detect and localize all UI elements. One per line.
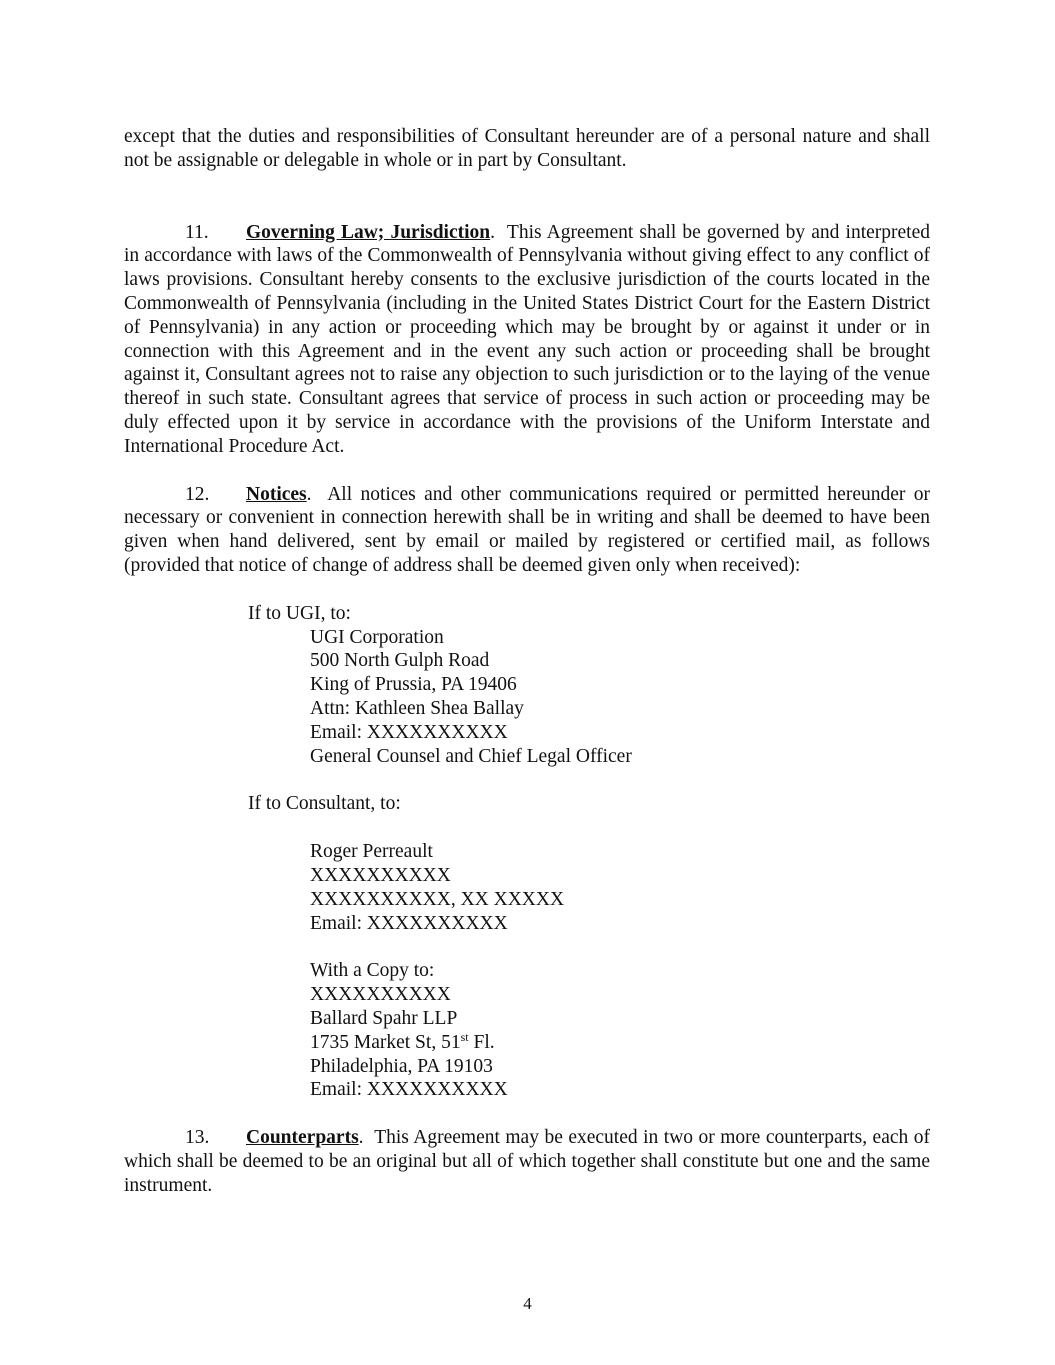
ugi-address-line: 500 North Gulph Road — [310, 650, 490, 672]
copy-street-ordinal: st — [460, 1029, 469, 1044]
ugi-address-label: If to UGI, to: — [248, 602, 351, 624]
ugi-address-block — [248, 602, 930, 1102]
section-13-heading: Counterparts — [246, 1127, 359, 1149]
section-13-number: 13. — [185, 1127, 210, 1149]
section-12-body: All notices and other communications required or permitted hereunder or necessary or convenient in connection herewith shall be in writing and shall be deemed to have been given when hand delivered, sent by email or mailed by registered or certified mail, as follows (provided that notice of change of address shall be deemed given only when received): — [124, 483, 930, 576]
copy-address-line: Email: XXXXXXXXXX — [310, 1079, 508, 1101]
consultant-address-line: XXXXXXXXXX, XX XXXXX — [310, 888, 565, 910]
section-11-body: This Agreement shall be governed by and interpreted in accordance with laws of the Commonwealth of Pennsylvania without giving effect to any conflict of laws provisions. Consultant hereby consents to the exclusive jurisdiction of the courts located in the Commonwealth of Pennsylvania (including in the United States District Court for the Eastern District of Pennsylvania) in any action or proceeding which may be brought by or against it under or in connection with this Agreement and in the event any such action or proceeding shall be brought against it, Consultant agrees not to raise any objection to such jurisdiction or to the laying of the venue thereof in such state. Consultant agrees that service of process in such action or proceeding may be duly effected upon it by service in accordance with the provisions of the Uniform Interstate and International Procedure Act. — [124, 221, 930, 457]
section-11-heading: Governing Law; Jurisdiction — [246, 221, 491, 243]
consultant-address-line: XXXXXXXXXX — [310, 864, 451, 886]
carryover-paragraph: except that the duties and responsibilities of Consultant hereunder are of a personal nature and shall not be assignable or delegable in whole or in part by Consultant. — [124, 126, 930, 171]
spacer — [248, 768, 930, 792]
ugi-address-line: General Counsel and Chief Legal Officer — [310, 745, 632, 767]
ugi-address-line: Attn: Kathleen Shea Ballay — [310, 697, 524, 719]
spacer — [248, 816, 930, 840]
document-page — [124, 125, 930, 1197]
consultant-address-label: If to Consultant, to: — [248, 793, 401, 815]
spacer — [310, 935, 930, 959]
spacer — [124, 173, 930, 221]
ugi-address-lines — [310, 626, 930, 769]
section-12-number: 12. — [185, 483, 210, 505]
section-13-paragraph: 13. Counterparts. This Agreement may be executed in two or more counterparts, each of which shall be deemed to be an original but all of which together shall constitute but one and the same instrument. — [124, 1127, 931, 1196]
copy-address-label: With a Copy to: — [310, 960, 435, 982]
copy-address-line: Ballard Spahr LLP — [310, 1007, 458, 1029]
ugi-address-line: UGI Corporation — [310, 626, 444, 648]
page-number: 4 — [523, 1294, 532, 1313]
consultant-address-line: Roger Perreault — [310, 841, 433, 863]
copy-street-suffix: Fl. — [468, 1031, 495, 1053]
section-13-body: This Agreement may be executed in two or more counterparts, each of which shall be deemed to be an original but all of which together shall constitute but one and the same instrument. — [124, 1127, 931, 1196]
spacer — [124, 578, 930, 602]
copy-street-prefix: 1735 Market St, 51 — [310, 1031, 461, 1053]
copy-address-line — [310, 1031, 930, 1055]
section-12-paragraph: 12. Notices. All notices and other communications required or permitted hereunder or necessary or convenient in connection herewith shall be in writing and shall be deemed to have been given when hand delivered, sent by email or mailed by registered or certified mail, as follows (provided that notice of change of address shall be deemed given only when received): — [124, 483, 930, 576]
section-12-heading: Notices — [246, 483, 307, 505]
copy-address-line: XXXXXXXXXX — [310, 984, 451, 1006]
ugi-address-line: Email: XXXXXXXXXX — [310, 721, 508, 743]
ugi-address-line: King of Prussia, PA 19406 — [310, 674, 517, 696]
section-11-paragraph: 11. Governing Law; Jurisdiction. This Agreement shall be governed by and interpreted in accordance with laws of the Commonwealth of Pennsylvania without giving effect to any conflict of laws provisions. Consultant hereby consents to the exclusive jurisdiction of the courts located in the Commonwealth of Pennsylvania (including in the United States District Court for the Eastern District of Pennsylvania) in any action or proceeding which may be brought by or against it under or in connection with this Agreement and in the event any such action or proceeding shall be brought against it, Consultant agrees not to raise any objection to such jurisdiction or to the laying of the venue thereof in such state. Consultant agrees that service of process in such action or proceeding may be duly effected upon it by service in accordance with the provisions of the Uniform Interstate and International Procedure Act. — [124, 221, 930, 457]
copy-address-line: Philadelphia, PA 19103 — [310, 1055, 493, 1077]
section-11-number: 11. — [185, 221, 209, 243]
spacer — [124, 459, 930, 483]
spacer — [124, 1102, 930, 1126]
consultant-address-line: Email: XXXXXXXXXX — [310, 912, 508, 934]
consultant-address-lines — [310, 840, 930, 1102]
